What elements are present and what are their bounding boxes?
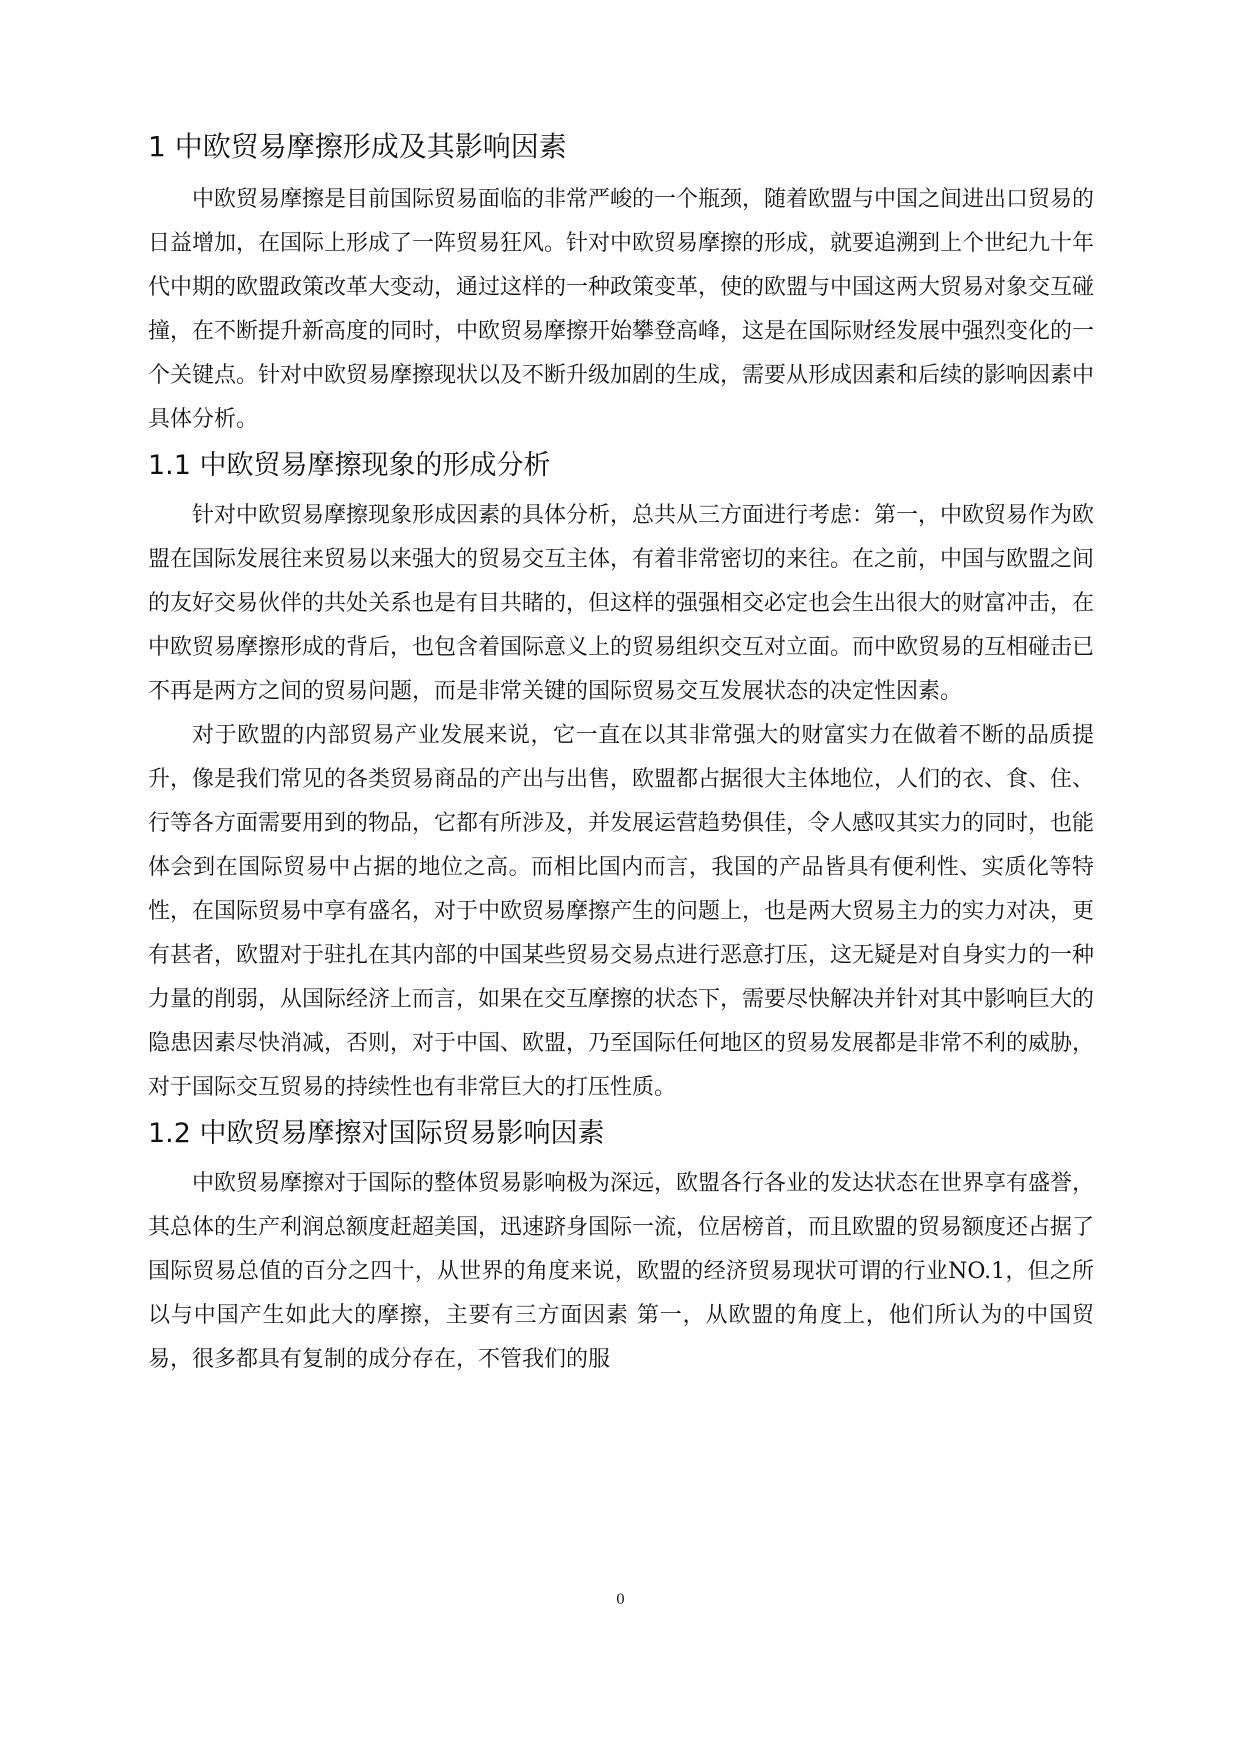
chapter-paragraph: 中欧贸易摩擦是目前国际贸易面临的非常严峻的一个瓶颈，随着欧盟与中国之间进出口贸易的日益增加，在国际上形成了一阵贸易狂风。针对中欧贸易摩擦的形成，就要追溯到上个世纪九十年代中期的欧盟政策改革大变动，通过这样的一种政策变革，使的欧盟与中国这两大贸易对象交互碰撞，在不断提升新高度的同时，中欧贸易摩擦开始攀登高峰，这是在国际财经发展中强烈变化的一个关键点。针对中欧贸易摩擦现状以及不断升级加剧的生成，需要从形成因素和后续的影响因素中具体分析。 — [148, 187, 1095, 432]
document-page — [148, 128, 1094, 1382]
section-title-1-2: 1.2 中欧贸易摩擦对国际贸易影响因素 — [148, 1118, 605, 1149]
page-number: 0 — [616, 1592, 625, 1608]
section-1-2-paragraph-1: 中欧贸易摩擦对于国际的整体贸易影响极为深远，欧盟各行各业的发达状态在世界享有盛誉，其总体的生产利润总额度赶超美国，迅速跻身国际一流，位居榜首，而且欧盟的贸易额度还占据了国际贸易总值的百分之四十，从世界的角度来说，欧盟的经济贸易现状可谓的行业NO.1，但之所以与中国产生如此大的摩擦，主要有三方面因素 第一，从欧盟的角度上，他们所认为的中国贸易，很多都具有复制的成分存在，不管我们的服 — [148, 1171, 1095, 1372]
section-title-1-1: 1.1 中欧贸易摩擦现象的形成分析 — [148, 450, 551, 481]
chapter-title: 1 中欧贸易摩擦形成及其影响因素 — [148, 130, 567, 163]
section-1-1-paragraph-2: 对于欧盟的内部贸易产业发展来说，它一直在以其非常强大的财富实力在做着不断的品质提升，像是我们常见的各类贸易商品的产出与出售，欧盟都占据很大主体地位，人们的衣、食、住、行等各方面需要用到的物品，它都有所涉及，并发展运营趋势俱佳，令人感叹其实力的同时，也能体会到在国际贸易中占据的地位之高。而相比国内而言，我国的产品皆具有便利性、实质化等特性，在国际贸易中享有盛名，对于中欧贸易摩擦产生的问题上，也是两大贸易主力的实力对决，更有甚者，欧盟对于驻扎在其内部的中国某些贸易交易点进行恶意打压，这无疑是对自身实力的一种力量的削弱，从国际经济上而言，如果在交互摩擦的状态下，需要尽快解决并针对其中影响巨大的隐患因素尽快消减，否则，对于中国、欧盟，乃至国际任何地区的贸易发展都是非常不利的威胁，对于国际交互贸易的持续性也有非常巨大的打压性质。 — [148, 723, 1095, 1100]
section-1-1-paragraph-1: 针对中欧贸易摩擦现象形成因素的具体分析，总共从三方面进行考虑：第一，中欧贸易作为欧盟在国际发展往来贸易以来强大的贸易交互主体，有着非常密切的来往。在之前，中国与欧盟之间的友好交易伙伴的共处关系也是有目共睹的，但这样的强强相交必定也会生出很大的财富冲击，在中欧贸易摩擦形成的背后，也包含着国际意义上的贸易组织交互对立面。而中欧贸易的互相碰击已不再是两方之间的贸易问题，而是非常关键的国际贸易交互发展状态的决定性因素。 — [148, 503, 1095, 704]
